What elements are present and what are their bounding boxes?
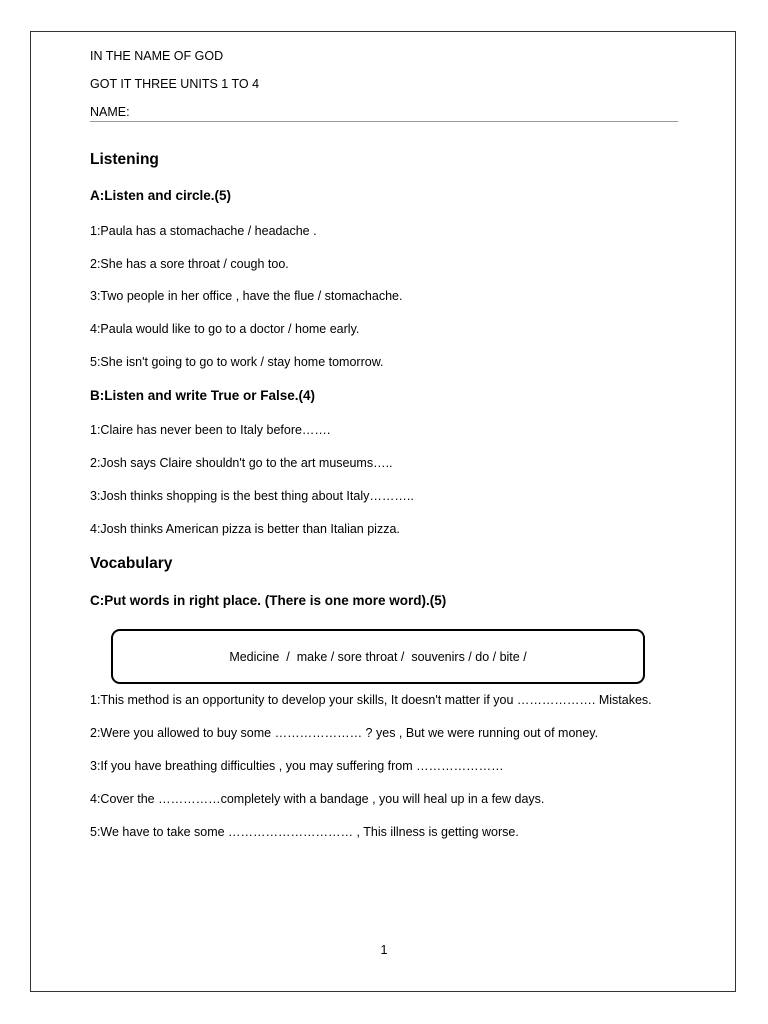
listening-heading: Listening xyxy=(90,151,159,168)
section-c-item-4: 4:Cover the ……………completely with a bandage , you will heal up in a few days. xyxy=(90,792,545,806)
section-b-item-1: 1:Claire has never been to Italy before……. xyxy=(90,423,331,437)
section-a-item-1: 1:Paula has a stomachache / headache . xyxy=(90,224,317,238)
section-c-item-1: 1:This method is an opportunity to develop your skills, It doesn't matter if you ………………. Mistakes. xyxy=(90,693,652,707)
header-line-2: GOT IT THREE UNITS 1 TO 4 xyxy=(90,77,260,91)
page-border xyxy=(30,31,736,992)
section-a-item-4: 4:Paula would like to go to a doctor / home early. xyxy=(90,322,360,336)
section-c-item-2: 2:Were you allowed to buy some ………………… ? yes , But we were running out of money. xyxy=(90,726,599,740)
word-bank-box: Medicine / make / sore throat / souvenirs / do / bite / xyxy=(111,629,645,684)
name-label: NAME: xyxy=(90,105,130,119)
section-c-item-5: 5:We have to take some ………………………… , This illness is getting worse. xyxy=(90,825,519,839)
header-line-1: IN THE NAME OF GOD xyxy=(90,49,224,63)
section-a-heading: A:Listen and circle.(5) xyxy=(90,188,232,203)
section-b-item-4: 4:Josh thinks American pizza is better than Italian pizza. xyxy=(90,522,400,536)
name-underline xyxy=(90,121,678,122)
section-a-item-5: 5:She isn't going to go to work / stay home tomorrow. xyxy=(90,355,384,369)
page-number: 1 xyxy=(380,943,388,957)
section-b-item-3: 3:Josh thinks shopping is the best thing about Italy……….. xyxy=(90,489,414,503)
section-b-heading: B:Listen and write True or False.(4) xyxy=(90,388,316,403)
vocabulary-heading: Vocabulary xyxy=(90,555,173,572)
section-c-heading: C:Put words in right place. (There is one more word).(5) xyxy=(90,593,447,608)
section-a-item-2: 2:She has a sore throat / cough too. xyxy=(90,257,289,271)
section-c-item-3: 3:If you have breathing difficulties , you may suffering from ………………… xyxy=(90,759,504,773)
section-b-item-2: 2:Josh says Claire shouldn't go to the art museums….. xyxy=(90,456,393,470)
section-a-item-3: 3:Two people in her office , have the flue / stomachache. xyxy=(90,289,403,303)
